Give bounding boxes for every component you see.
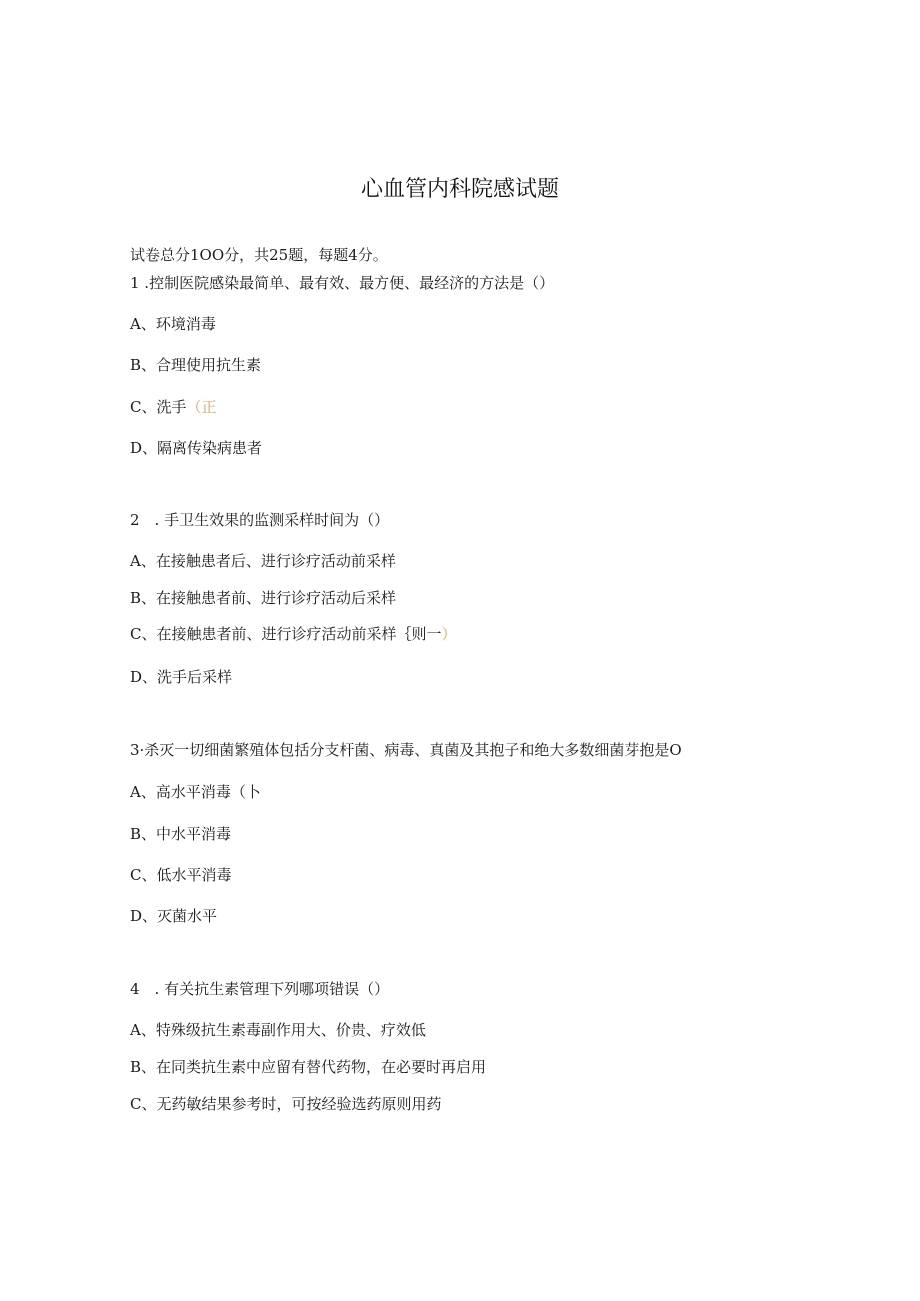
question-2-option-a: A、在接触患者后、进行诊疗活动前采样	[130, 552, 396, 570]
question-4-stem: 4 . 有关抗生素管理下列哪项错误（）	[130, 980, 390, 998]
question-1-option-a: A、环境消毒	[130, 315, 216, 333]
question-3-option-c: C、低水平消毒	[130, 866, 232, 884]
question-3-option-d: D、灭菌水平	[130, 907, 218, 925]
question-4-option-a: A、特殊级抗生素毒副作用大、价贵、疗效低	[130, 1021, 426, 1039]
question-2-stem: 2 . 手卫生效果的监测采样时间为（）	[130, 511, 390, 529]
option-text: C、在接触患者前、进行诊疗活动前采样｛则一	[130, 625, 442, 643]
exam-intro: 试卷总分1OO分，共25题，每题4分。	[130, 246, 388, 264]
question-1-option-b: B、合理使用抗生素	[130, 356, 262, 374]
option-text: C、洗手	[130, 398, 187, 416]
question-1-option-c	[130, 397, 217, 417]
question-2-option-d: D、洗手后采样	[130, 668, 233, 686]
question-1-stem: 1 .控制医院感染最简单、最有效、最方便、最经济的方法是（）	[130, 274, 555, 292]
question-3-option-a: A、高水平消毒（卜	[130, 783, 261, 801]
question-1-option-d: D、隔离传染病患者	[130, 439, 263, 457]
question-4-option-c: C、无药敏结果参考时，可按经验选药原则用药	[130, 1095, 442, 1113]
document-title: 心血管内科院感试题	[360, 177, 559, 202]
question-3-stem: 3·杀灭一切细菌繁殖体包括分支杆菌、病毒、真菌及其抱子和绝大多数细菌芽抱是O	[130, 741, 682, 759]
question-3-option-b: B、中水平消毒	[130, 825, 232, 843]
question-4-option-b: B、在同类抗生素中应留有替代药物，在必要时再启用	[130, 1058, 487, 1076]
question-2-option-b: B、在接触患者前、进行诊疗活动后采样	[130, 589, 397, 607]
question-2-option-c	[130, 624, 457, 644]
handwritten-answer-mark: ）	[441, 625, 457, 643]
handwritten-answer-mark: （正	[186, 398, 217, 416]
